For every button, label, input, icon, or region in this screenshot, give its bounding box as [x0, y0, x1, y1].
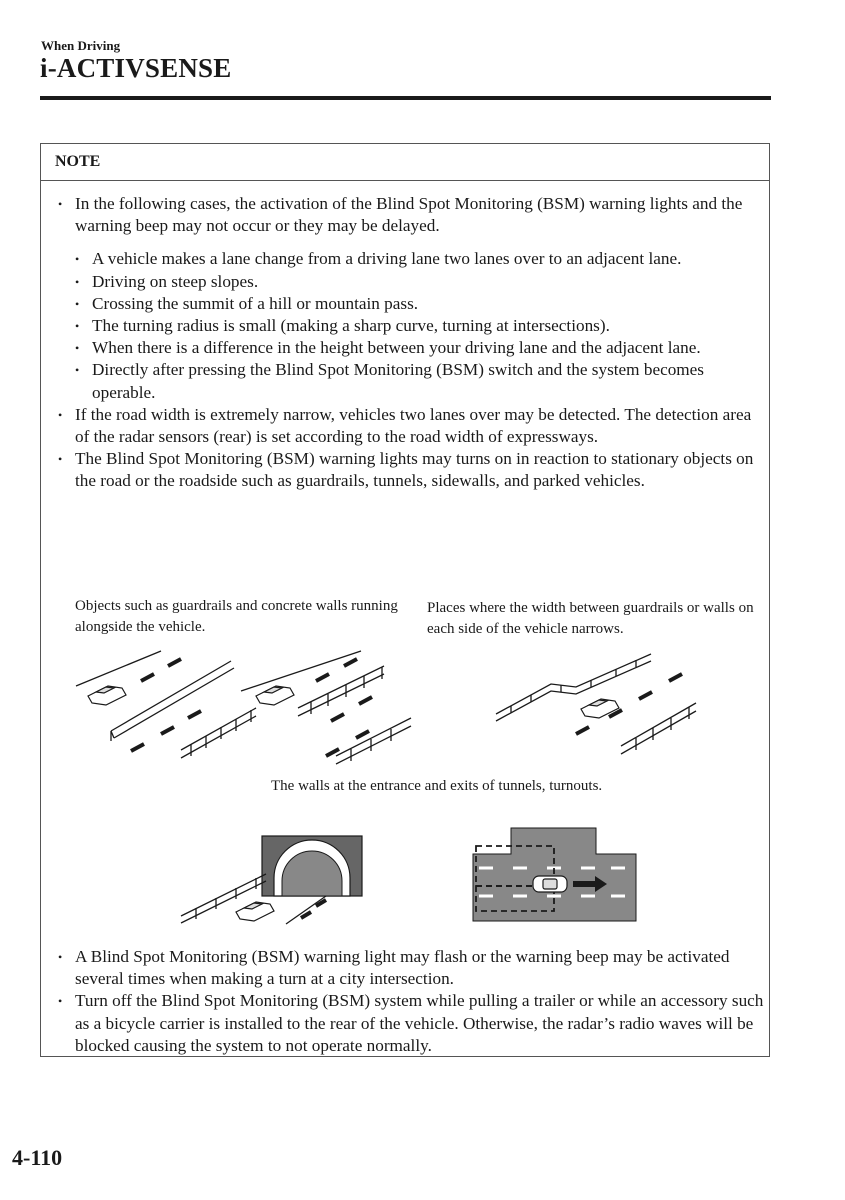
note-bullet-1: • In the following cases, the activation of the Blind Spot Monitoring (BSM) warning lights and the warning beep may not occur or they may be delayed. — [75, 193, 759, 237]
sub-item: • The turning radius is small (making a sharp curve, turning at intersections). — [92, 315, 759, 337]
note-heading: NOTE — [41, 144, 769, 181]
note-bullet-5: • Turn off the Blind Spot Monitoring (BSM) system while pulling a trailer or while an accessory such as a bicycle carrier is installed to the rear of the vehicle. Otherwise, the radar’s radio waves will be blocked causing the system to not operate normally. — [75, 990, 765, 1057]
sub-item: • When there is a difference in the height between your driving lane and the adjacent lane. — [92, 337, 759, 359]
figure-area — [41, 591, 769, 1055]
car-icon — [236, 902, 274, 921]
turnout-illustration — [471, 826, 641, 926]
sub-item: • Driving on steep slopes. — [92, 271, 759, 293]
sub-item: • A vehicle makes a lane change from a driving lane two lanes over to an adjacent lane. — [92, 248, 759, 270]
car-icon — [88, 686, 126, 705]
note-bullet-2: • If the road width is extremely narrow, vehicles two lanes over may be detected. The detection area of the radar sensors (rear) is set according to the road width of expressways. — [75, 404, 759, 448]
figure-caption-center: The walls at the entrance and exits of tunnels, turnouts. — [271, 778, 603, 794]
car-icon — [533, 876, 567, 892]
tunnel-illustration — [176, 826, 386, 926]
page-number: 4-110 — [12, 1145, 63, 1170]
sub-item: • Crossing the summit of a hill or mountain pass. — [92, 293, 759, 315]
title-rule — [40, 96, 771, 100]
note-bullet-4: • A Blind Spot Monitoring (BSM) warning light may flash or the warning beep may be activated several times when making a turn at a city intersection. — [75, 946, 765, 990]
figure-caption-left: Objects such as guardrails and concrete walls running alongside the vehicle. — [75, 598, 398, 635]
note-bullet-4-wrap — [75, 946, 765, 1057]
sub-list — [92, 248, 759, 403]
note-body — [41, 181, 769, 493]
page-title: i-ACTIVSENSE — [40, 53, 232, 83]
figure-caption-right: Places where the width between guardrails or walls on each side of the vehicle narrows. — [427, 600, 754, 637]
sub-item: • Directly after pressing the Blind Spot Monitoring (BSM) switch and the system becomes operable. — [92, 359, 759, 403]
car-icon — [256, 686, 294, 705]
note-bullet-3: • The Blind Spot Monitoring (BSM) warning lights may turns on in reaction to stationary objects on the road or the roadside such as guardrails, tunnels, sidewalls, and parked vehicles. — [75, 448, 759, 492]
guardrail-road-illustration — [66, 646, 416, 766]
narrowing-walls-illustration — [491, 649, 701, 759]
note-box — [40, 143, 770, 1057]
section-label: When Driving — [41, 38, 121, 53]
